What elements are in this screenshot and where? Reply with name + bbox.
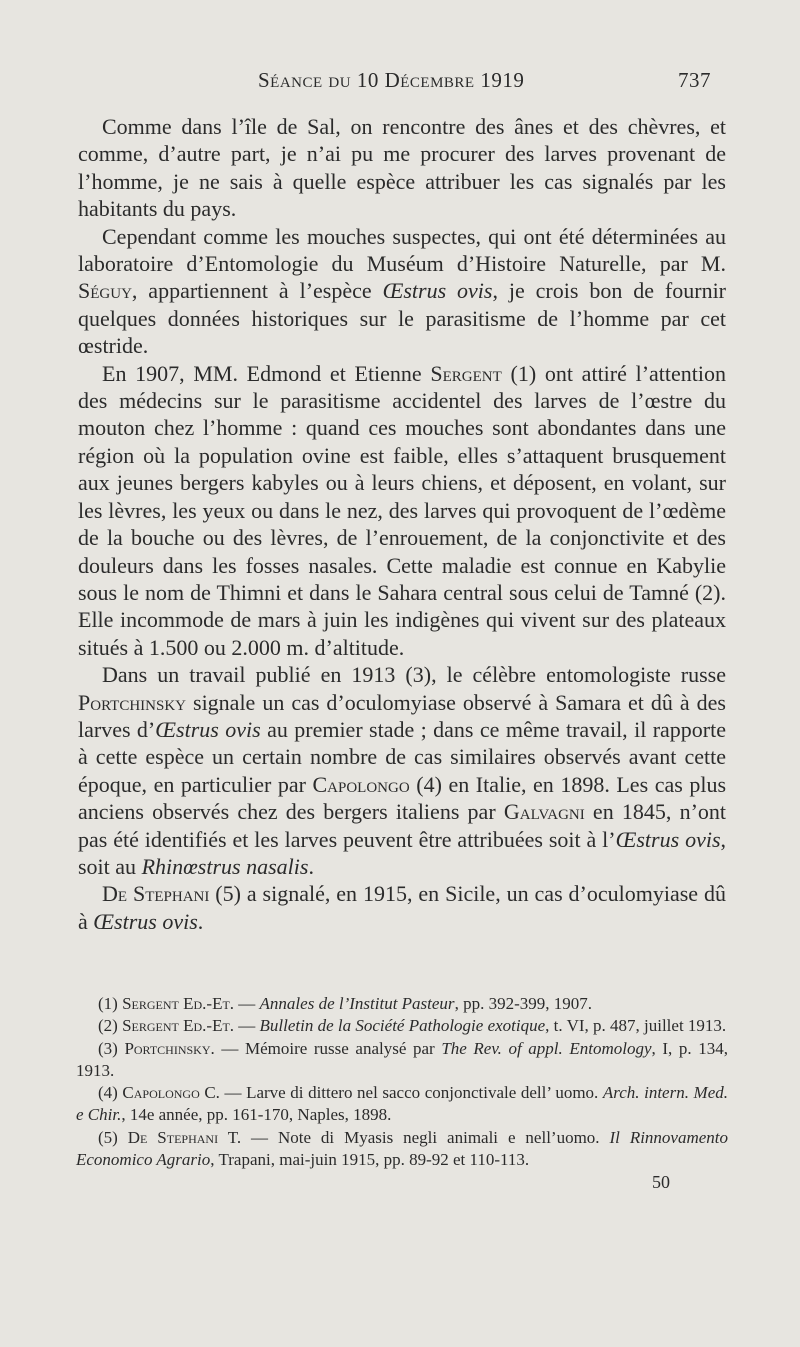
italic-text: Œstrus ovis [93,908,198,934]
italic-text: Arch. intern. Med. e Chir. [76,1083,729,1125]
text-run: , Trapani, mai-juin 1915, pp. 89-92 et 110-113. [210,1150,530,1170]
italic-text: Œstrus ovis [615,826,721,852]
text-run: au premier stade ; dans ce même travail, il rapporte à cette espèce un certain nombre de cas similaires observés avant cette époque, en particulier par [78,716,727,797]
footnote [76,993,728,1015]
signature-mark: 50 [652,1172,670,1192]
text-run: , pp. 392-399, 1907. [454,994,592,1013]
small-caps-name: De Stephani [102,881,210,907]
text-run: signale un cas d’oculomyiase observé à Samara et dû à des larves d’ [78,689,726,742]
running-header [0,64,800,94]
text-run: Dans un travail publié en 1913 (3), le célèbre entomologiste russe [102,662,726,688]
text-run: (1) ont attiré l’attention des médecins sur le parasitisme accidentel des larves de l’œstre du mouton chez l’homme : quand ces mouches sont abondantes dans une région où la population ovine est faible, elles s’attaquent brusquement aux jeunes bergers kabyles ou à leurs chiens, et déposent, en volant, sur les lèvres, les yeux ou dans le nez, des larves qui provoquent de l’œdème de la bouche ou des lèvres, de l’enrouement, de la conjonctivite et des douleurs dans les fosses nasales. Cette maladie est connue en Kabylie sous le nom de Thimni et dans le Sahara central sous celui de Tamné (2). Elle incommode de mars à juin les indigènes qui vivent sur des plateaux situés à 1.500 ou 2.000 m. d’altitude. [78,360,726,660]
text-run: . [197,908,204,934]
footnote [76,1015,728,1037]
small-caps-name: Sergent Ed.-Et. [122,1016,235,1036]
text-run: (5) a signalé, en 1915, en Sicile, un cas d’oculomyiase dû à [78,881,726,934]
text-run: En 1907, MM. Edmond et Etienne [102,360,431,386]
paragraph [78,880,726,935]
running-title: Séance du 10 Décembre 1919 [258,68,525,92]
text-run: — [234,1016,260,1036]
italic-text: Rhinœstrus nasalis [141,853,309,879]
small-caps-name: Capolongo [312,771,410,797]
small-caps-name: De Stephani T. [127,1127,242,1147]
text-run: (4) en Italie, en 1898. Les cas plus anciens observés chez des bergers italiens par [78,771,727,825]
small-caps-name: Portchinsky. [124,1038,215,1058]
paragraph [78,113,726,223]
text-run: — Larve di dittero nel sacco conjonctivale dell’ uomo. [219,1083,603,1103]
italic-text: Œstrus ovis [155,716,261,742]
footnote [76,1082,728,1127]
footnote [76,1038,728,1083]
small-caps-name: Galvagni [503,799,585,825]
paragraph [78,661,726,880]
text-run: , soit au [78,826,727,879]
text-run: Comme dans l’île de Sal, on rencontre des ânes et des chèvres, et comme, d’autre part, je n’ai pu me procurer des larves provenant de l’homme, je ne sais à quelle espèce attribuer les cas signalés par les habitants du pays. [78,114,726,222]
text-run: en 1845, n’ont pas été identifiés et les larves peuvent être attribuées soit à l’ [78,799,727,852]
text-run: (4) [98,1083,123,1103]
small-caps-name: Portchinsky [78,689,187,715]
text-run: , je crois bon de fournir quelques données historiques sur le parasitisme de l’homme par cet œstride. [78,278,727,359]
text-run: — [234,994,260,1013]
italic-text: Bulletin de la Société Pathologie exotique [259,1016,546,1036]
small-caps-name: Séguy [78,278,132,304]
text-run: (2) [98,1016,123,1036]
italic-text: Il Rinnovamento Economico Agrario [76,1127,729,1170]
italic-text: The Rev. of appl. Entomology [441,1038,652,1058]
text-run: — Note di Myasis negli animali e nell’uomo. [241,1127,610,1147]
italic-text: Œstrus ovis [382,278,493,304]
italic-text: Annales de l’Institut Pasteur [259,994,455,1013]
text-run: — Mémoire russe analysé par [214,1038,442,1058]
article-body [78,113,726,935]
text-run: , 14e année, pp. 161-170, Naples, 1898. [121,1105,392,1125]
text-run: (5) [98,1127,128,1147]
text-run: (1) [98,994,123,1013]
text-run: Cependant comme les mouches suspectes, qui ont été déterminées au laboratoire d’Entomologie du Muséum d’Histoire Naturelle, par M. [78,223,726,277]
footnote [76,1127,728,1172]
text-run: , appartiennent à l’espèce [131,278,383,304]
text-run: . [308,853,314,879]
text-run: , t. VI, p. 487, juillet 1913. [545,1016,727,1036]
text-run: , I, p. 134, 1913. [76,1038,728,1080]
paragraph [78,360,726,661]
page-number: 737 [678,68,711,92]
small-caps-name: Capolongo C. [122,1083,220,1103]
small-caps-name: Sergent [430,360,502,386]
small-caps-name: Sergent Ed.-Et. [122,994,235,1013]
text-run: (3) [98,1038,125,1058]
footnotes [76,993,728,1171]
paragraph [78,223,726,360]
